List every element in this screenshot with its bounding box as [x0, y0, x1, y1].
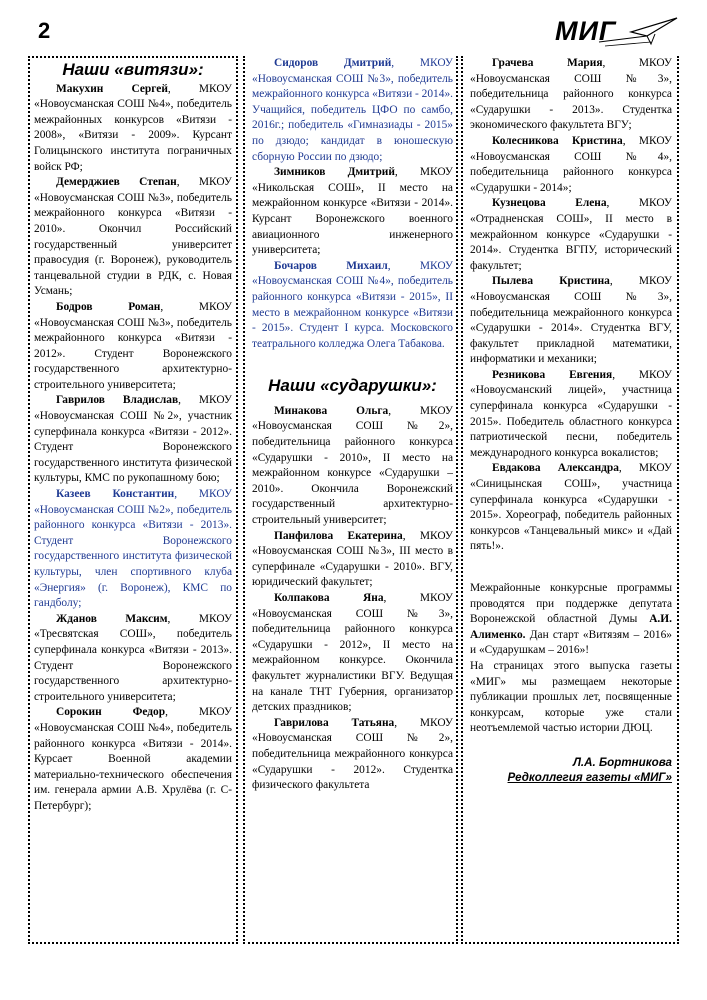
paper-plane-icon: [555, 12, 680, 52]
entry-text: , МКОУ «Новоусманская СОШ №3», победительница межрайонного конкурса «Сударушки - 2014». Студентка ВГУ, факультет прикладной математики, информатики и механики;: [470, 275, 672, 366]
vityaz-entry: [252, 56, 453, 165]
column-left: [28, 56, 236, 944]
entry-name: Колесникова Кристина: [492, 134, 623, 147]
vityaz-entry: [34, 393, 232, 487]
vityaz-entry: [34, 82, 232, 176]
entry-text: , МКОУ «Новоусманская СОШ №3», победительница районного конкурса «Сударушки - 2013». Студентка экономического факультета ВГУ;: [470, 57, 672, 132]
entry-text: , МКОУ «Новоусманская СОШ №3», победительница районного конкурса «Сударушки - 2012», II место на межрайонном конкурсе. Окончила факультет журналистики ВГУ. Ведущая на канале ТНТ Губерния, организатор детских праздников;: [252, 592, 453, 714]
section-title-vityazi: Наши «витязи»:: [62, 60, 204, 79]
column-right: [462, 56, 676, 944]
newspaper-logo: [555, 12, 680, 52]
sudarushka-entry: [470, 56, 672, 134]
entry-text: , МКОУ «Новоусманская СОШ №2», победительница межрайонного конкурса «Сударушки - 2012». Студентка физического факультета: [252, 716, 453, 792]
entry-name: Гаврилов Владислав: [56, 394, 179, 407]
entry-text: , МКОУ «Новоусманская СОШ №3», III место в суперфинале «Сударушки - 2010». ВГУ, юридический факультет;: [252, 529, 453, 589]
entry-text: , МКОУ «Новоусманская СОШ №2», победитель районного конкурса «Витязи - 2013». Студент Воронежского государственного института физической культуры, член спортивного клуба «Энергия» (г. Воронеж), КМС по гандболу;: [34, 488, 232, 610]
signature: [470, 755, 672, 785]
entry-name: Бодров Роман: [56, 300, 161, 313]
entry-text: , МКОУ «Новоусманская СОШ №4», победитель районного конкурса «Витязи - 2014». Курсает Военной академии материально-технического обеспечения им. генерала армии А.В. Хрулёва (г. С-Петербург);: [34, 706, 232, 812]
logo-text: МИГ: [555, 16, 617, 46]
entry-name: Казеев Константин: [56, 488, 175, 501]
sudarushka-entry: [470, 134, 672, 196]
sudarushka-entry: [252, 529, 453, 591]
vityaz-entry: [34, 705, 232, 814]
vityaz-entry: [34, 487, 232, 612]
entry-text: , МКОУ «Новоусманская СОШ №2», победительница районного конкурса «Сударушки - 2010», II место на межрайонном конкурсе «Сударушки – 2010». Окончила Воронежский государственный архитектурно-строительный университет;: [252, 404, 453, 527]
entry-name: Минакова Ольга: [274, 404, 389, 417]
section-title-sudarushki: Наши «сударушки»:: [268, 376, 437, 396]
entry-name: Макухин Сергей: [56, 82, 168, 95]
notice-text-end: Дан старт «Витязям – 2016» и «Сударушкам – 2016»!: [470, 628, 672, 657]
sudarushka-entry: [252, 591, 453, 716]
vityaz-entry: [34, 175, 232, 300]
entry-text: , МКОУ «Тресвятская СОШ», победитель суперфинала конкурса «Витязи - 2013». Студент Воронежского государственного архитектурно-строительного университета;: [34, 612, 232, 703]
notice-paragraph-2: На страницах этого выпуска газеты «МИГ» мы размещаем некоторые публикации прошлых лет, посвященные конкурсам, которые уже стали неотъемлемой частью истории ДЮЦ.: [470, 659, 672, 735]
sudarushka-entry: [252, 716, 453, 794]
entry-text: , МКОУ «Новоусманская СОШ №3», победитель межрайонного конкурса «Витязи - 2014». Учащийся, победитель ЦФО по самбо, 2016г.; победитель «Гимназиады - 2015» по дзюдо; кандидат в юношескую сборную России по дзюдо;: [252, 57, 453, 163]
signature-author: Л.А. Бортникова: [572, 755, 672, 769]
vityaz-entry: [252, 259, 453, 353]
sudarushka-entry: [470, 461, 672, 555]
entry-text: , МКОУ «Новоусманская СОШ №3», победитель межрайонного конкурса «Витязи - 2010». Окончил Российский государственный университет правосудия (г. Воронеж), руководитель танцевальной студии в РДК, с. Новая Усмань;: [34, 176, 232, 298]
entry-text: , МКОУ «Отрадненская СОШ», II место в межрайонном конкурсе «Сударушки - 2014». Студентка ВГПУ, исторический факультет;: [470, 197, 672, 272]
deputy-name: А.И. Алименко.: [470, 613, 672, 641]
entry-name: Резникова Евгения: [492, 368, 613, 381]
entry-name: Сидоров Дмитрий: [274, 57, 392, 69]
entry-name: Гаврилова Татьяна: [274, 716, 395, 729]
vityaz-entry: [252, 165, 453, 259]
entry-name: Евдакова Александра: [492, 462, 619, 475]
entry-text: , МКОУ «Новоусманская СОШ №2», участник суперфинала конкурса «Витязи - 2012». Студент Воронежского государственного института физической культуры, КМС по рукопашному бою;: [34, 394, 232, 485]
notice-paragraph: [470, 581, 672, 659]
signature-editorial: Редколлегия газеты «МИГ»: [507, 770, 672, 784]
entry-name: Демерджиев Степан: [56, 176, 177, 189]
entry-text: , МКОУ «Синицынская СОШ», участница суперфинала конкурса «Сударушки - 2015». Хореограф, победитель районных конкурсов «Танцевальный микс» и «Дай пять!».: [470, 462, 672, 553]
sudarushka-entry: [470, 368, 672, 462]
sudarushka-entry: [470, 274, 672, 368]
entry-name: Кузнецова Елена: [492, 197, 607, 210]
entry-text: , МКОУ «Новоусманская СОШ №4», победительница районного конкурса «Сударушки - 2014»;: [470, 134, 672, 194]
vityaz-entry: [34, 300, 232, 394]
entry-text: , МКОУ «Новоусманская СОШ №4», победитель межрайонных конкурсов «Витязи - 2008», «Витязи - 2009». Курсант Голицынского института пограничных войск РФ;: [34, 82, 232, 173]
column-middle: [244, 56, 457, 944]
entry-name: Зимников Дмитрий: [274, 166, 395, 179]
entry-name: Панфилова Екатерина: [274, 529, 403, 542]
entry-text: , МКОУ «Новоусманская СОШ №3», победитель межрайонного конкурса «Витязи - 2012». Студент Воронежского государственного архитектурно-строительного университета;: [34, 300, 232, 391]
entry-name: Бочаров Михаил: [274, 259, 388, 272]
entry-name: Пылева Кристина: [492, 275, 610, 288]
page-number: 2: [38, 18, 51, 43]
entry-text: , МКОУ «Новоусманская СОШ №4», победитель районного конкурса «Витязи - 2015», II место в межрайонном конкурсе «Витязи - 2015». Студент I курса. Московского театрального колледжа Олега Табакова.: [252, 259, 453, 350]
entry-name: Грачева Мария: [492, 57, 603, 69]
notice-text: Межрайонные конкурсные программы проводятся при поддержке депутата Воронежской областной Думы: [470, 582, 672, 626]
vityaz-entry: [34, 612, 232, 706]
entry-name: Колпакова Яна: [274, 592, 384, 604]
sudarushka-entry: [252, 404, 453, 529]
entry-name: Жданов Максим: [56, 612, 168, 625]
entry-name: Сорокин Федор: [56, 706, 166, 719]
sudarushka-entry: [470, 196, 672, 274]
entry-text: , МКОУ «Никольская СОШ», II место на межрайонном конкурсе «Витязи - 2014». Курсант Воронежского военного авиационного инженерного университета;: [252, 166, 453, 257]
entry-text: , МКОУ «Новоусманский лицей», участница суперфинала конкурса «Сударушки - 2015». Победитель областного конкурса патриотической песни, победитель международного конкурса вокалистов;: [470, 368, 672, 459]
